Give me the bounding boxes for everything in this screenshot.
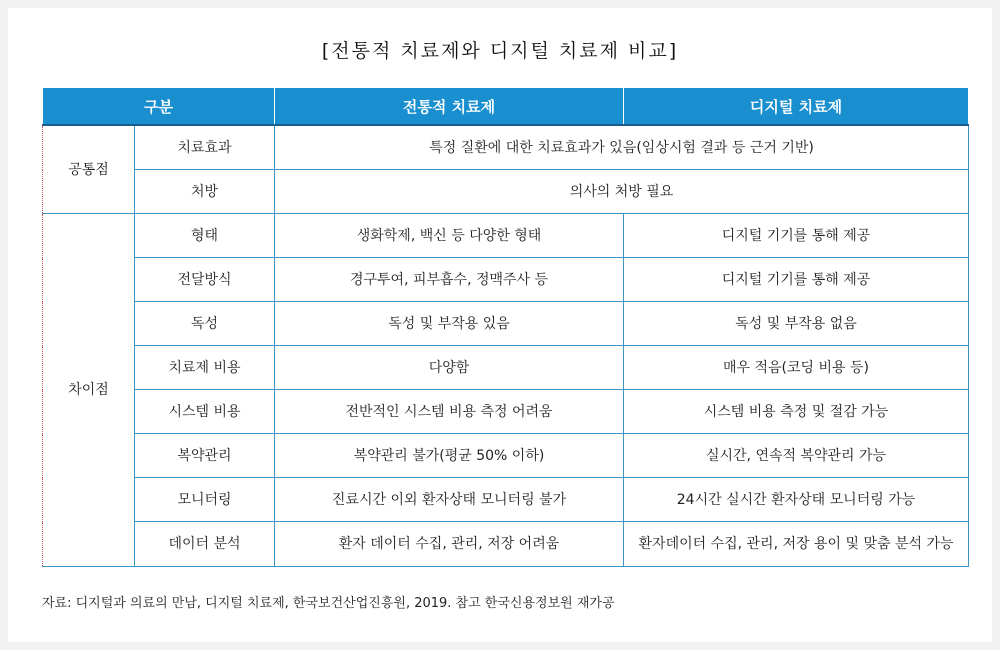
row-traditional-value: 다양함 (275, 346, 624, 390)
row-item: 복약관리 (135, 434, 275, 478)
row-item: 모니터링 (135, 478, 275, 522)
row-traditional-value: 경구투여, 피부흡수, 정맥주사 등 (275, 258, 624, 302)
document-page (8, 8, 992, 642)
row-item: 치료효과 (135, 125, 275, 170)
header-traditional: 전통적 치료제 (275, 88, 624, 125)
row-digital-value: 디지털 기기를 통해 제공 (624, 258, 969, 302)
header-category: 구분 (43, 88, 275, 125)
row-traditional-value: 전반적인 시스템 비용 측정 어려움 (275, 390, 624, 434)
row-digital-value: 24시간 실시간 환자상태 모니터링 가능 (624, 478, 969, 522)
table-row (43, 170, 969, 214)
page-title: [전통적 치료제와 디지털 치료제 비교] (321, 40, 679, 62)
table-row (43, 214, 969, 258)
table-row (43, 434, 969, 478)
row-item: 독성 (135, 302, 275, 346)
row-digital-value: 디지털 기기를 통해 제공 (624, 214, 969, 258)
row-item: 처방 (135, 170, 275, 214)
table-row (43, 390, 969, 434)
table-header-row (43, 88, 969, 125)
row-traditional-value: 복약관리 불가(평균 50% 이하) (275, 434, 624, 478)
row-digital-value: 시스템 비용 측정 및 절감 가능 (624, 390, 969, 434)
table-row (43, 522, 969, 567)
table-row (43, 478, 969, 522)
table-row (43, 346, 969, 390)
row-item: 데이터 분석 (135, 522, 275, 567)
group-label-common: 공통점 (43, 125, 135, 214)
row-item: 치료제 비용 (135, 346, 275, 390)
row-item: 시스템 비용 (135, 390, 275, 434)
row-traditional-value: 생화학제, 백신 등 다양한 형태 (275, 214, 624, 258)
row-digital-value: 실시간, 연속적 복약관리 가능 (624, 434, 969, 478)
group-label-differences: 차이점 (43, 214, 135, 567)
header-digital: 디지털 치료제 (624, 88, 969, 125)
table-row (43, 125, 969, 170)
row-digital-value: 환자데이터 수집, 관리, 저장 용이 및 맞춤 분석 가능 (624, 522, 969, 567)
source-note: 자료: 디지털과 의료의 만남, 디지털 치료제, 한국보건산업진흥원, 2019. 참고 한국신용정보원 재가공 (42, 596, 615, 611)
row-item: 전달방식 (135, 258, 275, 302)
row-traditional-value: 환자 데이터 수집, 관리, 저장 어려움 (275, 522, 624, 567)
row-traditional-value: 독성 및 부작용 있음 (275, 302, 624, 346)
row-item: 형태 (135, 214, 275, 258)
row-traditional-value: 진료시간 이외 환자상태 모니터링 불가 (275, 478, 624, 522)
row-digital-value: 독성 및 부작용 없음 (624, 302, 969, 346)
row-common-value: 특정 질환에 대한 치료효과가 있음(임상시험 결과 등 근거 기반) (275, 125, 969, 170)
table-row (43, 258, 969, 302)
table-row (43, 302, 969, 346)
row-common-value: 의사의 처방 필요 (275, 170, 969, 214)
comparison-table (42, 88, 969, 567)
row-digital-value: 매우 적음(코딩 비용 등) (624, 346, 969, 390)
